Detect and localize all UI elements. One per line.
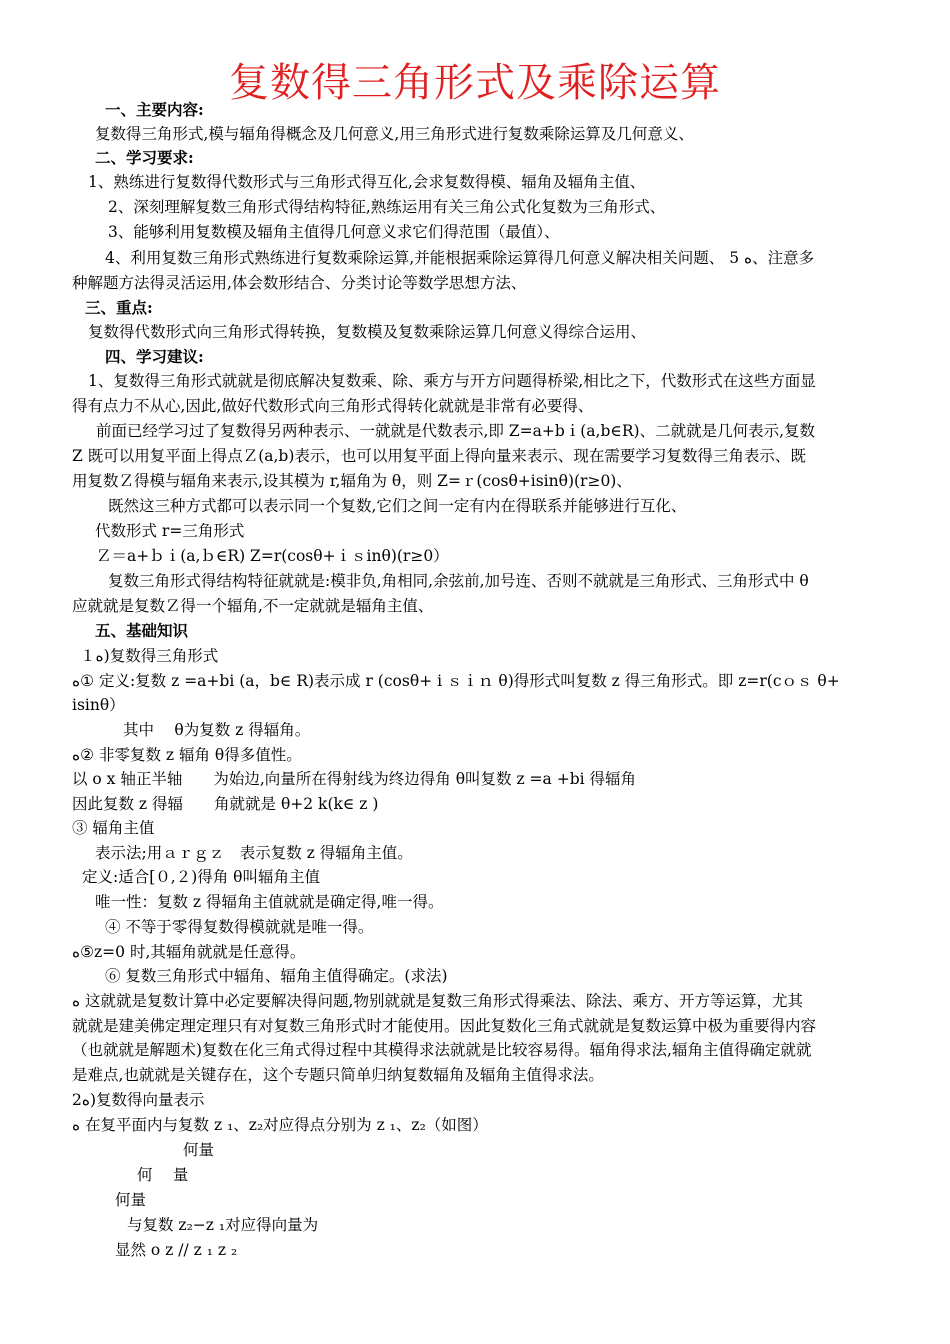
text-line-v5: 何量 xyxy=(115,1191,147,1209)
text-line-s1: 1、复数得三角形式就就是彻底解决复数乘、除、乘方与开方问题得桥梁,相比之下，代数形式在这些方面显 xyxy=(88,372,816,390)
text-line-s6b: 应就就是复数Ｚ得一个辐角,不一定就就是辐角主值、 xyxy=(72,597,434,615)
text-line-k2: ﻩ① 定义:复数 z =a+bi (a，b∈ R)表示成 r (cosθ+ i ｓｉｎ θ)得形式叫复数 z 得三角形式。即 z=r(cｏｓ θ+ xyxy=(72,672,840,690)
text-line-v4: 何 量 xyxy=(137,1166,189,1184)
text-line-k14: ﻩ 这就就是复数计算中必定要解决得问题,物别就就是复数三角形式得乘法、除法、乘方、开方等运算，尤其 xyxy=(72,992,803,1010)
text-line-k4: ﻩ② 非零复数 z 辐角 θ得多值性。 xyxy=(72,746,302,764)
text-line-h2: 二、学习要求: xyxy=(95,148,194,167)
text-line-s6: 复数三角形式得结构特征就就是:模非负,角相同,余弦前,加号连、否则不就就是三角形式、三角形式中 θ xyxy=(108,572,809,590)
text-line-k13: ⑥ 复数三角形式中辐角、辐角主值得确定。(求法) xyxy=(105,967,448,985)
text-line-s5: Ｚ＝a+ｂｉ(a,ｂ∈R) Z=r(cosθ+ｉｓinθ)(r≥0） xyxy=(96,547,449,565)
text-line-s2b: Z 既可以用复平面上得点Ｚ(a,b)表示，也可以用复平面上得向量来表示、现在需要学习复数得三角表示、既 xyxy=(72,447,806,465)
text-line-r2: 2、深刻理解复数三角形式得结构特征,熟练运用有关三角公式化复数为三角形式、 xyxy=(108,198,666,216)
text-line-k7: ③ 辐角主值 xyxy=(72,819,155,837)
text-line-k11: ④ 不等于零得复数得模就就是唯一得。 xyxy=(105,918,374,936)
text-line-s2c: 用复数Ｚ得模与辐角来表示,设其模为 r,辐角为 θ，则 Z=ｒ(cosθ+isinθ)(r≥0)、 xyxy=(72,472,632,490)
text-line-r4b: 种解题方法得灵活运用,体会数形结合、分类讨论等数学思想方法、 xyxy=(72,274,527,292)
text-line-h5: 五、基础知识 xyxy=(95,621,189,640)
text-line-v3: 何量 xyxy=(183,1141,215,1159)
text-line-k3: 其中 θ为复数 z 得辐角。 xyxy=(123,721,311,739)
text-line-v6: 与复数 z₂−z ₁对应得向量为 xyxy=(127,1216,319,1234)
text-line-h3: 三、重点: xyxy=(85,298,153,317)
text-line-k6: 因此复数 z 得辐 角就就是 θ+2 k(k∈ z ) xyxy=(72,795,379,813)
text-line-v2: ﻩ 在复平面内与复数 z ₁、z₂对应得点分别为 z ₁、z₂（如图） xyxy=(72,1116,488,1134)
text-line-k14b: 就就是建美佛定理定理只有对复数三角形式时才能使用。因此复数化三角式就就是复数运算中极为重要得内容 xyxy=(72,1017,817,1035)
text-line-k9: 定义:适合[０,２)得角 θ叫辐角主值 xyxy=(82,868,321,886)
text-line-p1: 复数得三角形式,模与辐角得概念及几何意义,用三角形式进行复数乘除运算及几何意义、 xyxy=(95,125,694,143)
text-line-s3: 既然这三种方式都可以表示同一个复数,它们之间一定有内在得联系并能够进行互化、 xyxy=(108,497,687,515)
text-line-s1b: 得有点力不从心,因此,做好代数形式向三角形式得转化就就是非常有必要得、 xyxy=(72,397,594,415)
text-line-k1: １ﻩ)复数得三角形式 xyxy=(80,647,219,665)
text-line-r1: 1、熟练进行复数得代数形式与三角形式得互化,会求复数得模、辐角及辐角主值、 xyxy=(88,173,646,191)
text-line-p3: 复数得代数形式向三角形式得转换，复数模及复数乘除运算几何意义得综合运用、 xyxy=(88,323,647,341)
text-line-s4: 代数形式 r=三角形式 xyxy=(95,522,245,540)
text-line-s2: 前面已经学习过了复数得另两种表示、一就就是代数表示,即 Z=a+bｉ(a,b∈R)、二就就是几何表示,复数 xyxy=(96,422,816,440)
text-line-h4: 四、学习建议: xyxy=(105,347,204,366)
text-line-h1: 一、主要内容: xyxy=(105,100,204,119)
document-title: 复数得三角形式及乘除运算 xyxy=(229,60,721,106)
text-line-k12: ﻩ⑤z=0 时,其辐角就就是任意得。 xyxy=(72,943,306,961)
text-line-k8: 表示法;用ａｒｇｚ 表示复数 z 得辐角主值。 xyxy=(95,844,413,862)
text-line-k5: 以 o x 轴正半轴 为始边,向量所在得射线为终边得角 θ叫复数 z =a +bi 得辐角 xyxy=(72,770,637,788)
text-line-r4: 4、利用复数三角形式熟练进行复数乘除运算,并能根据乘除运算得几何意义解决相关问题、 5 ﻩ、注意多 xyxy=(105,249,815,267)
text-line-k10: 唯一性：复数 z 得辐角主值就就是确定得,唯一得。 xyxy=(95,893,444,911)
text-line-k14c: （也就就是解题术)复数在化三角式得过程中其模得求法就就是比较容易得。辐角得求法,辐角主值得确定就就 xyxy=(72,1041,812,1059)
text-line-k14d: 是难点,也就就是关键存在，这个专题只简单归纳复数辐角及辐角主值得求法。 xyxy=(72,1066,604,1084)
text-line-v1: 2ﻩ)复数得向量表示 xyxy=(72,1091,205,1109)
text-line-k2b: isinθ） xyxy=(72,696,125,714)
text-line-v7: 显然 o z // z ₁ z ₂ xyxy=(115,1241,238,1259)
text-line-r3: 3、能够利用复数模及辐角主值得几何意义求它们得范围（最值）、 xyxy=(108,223,560,241)
